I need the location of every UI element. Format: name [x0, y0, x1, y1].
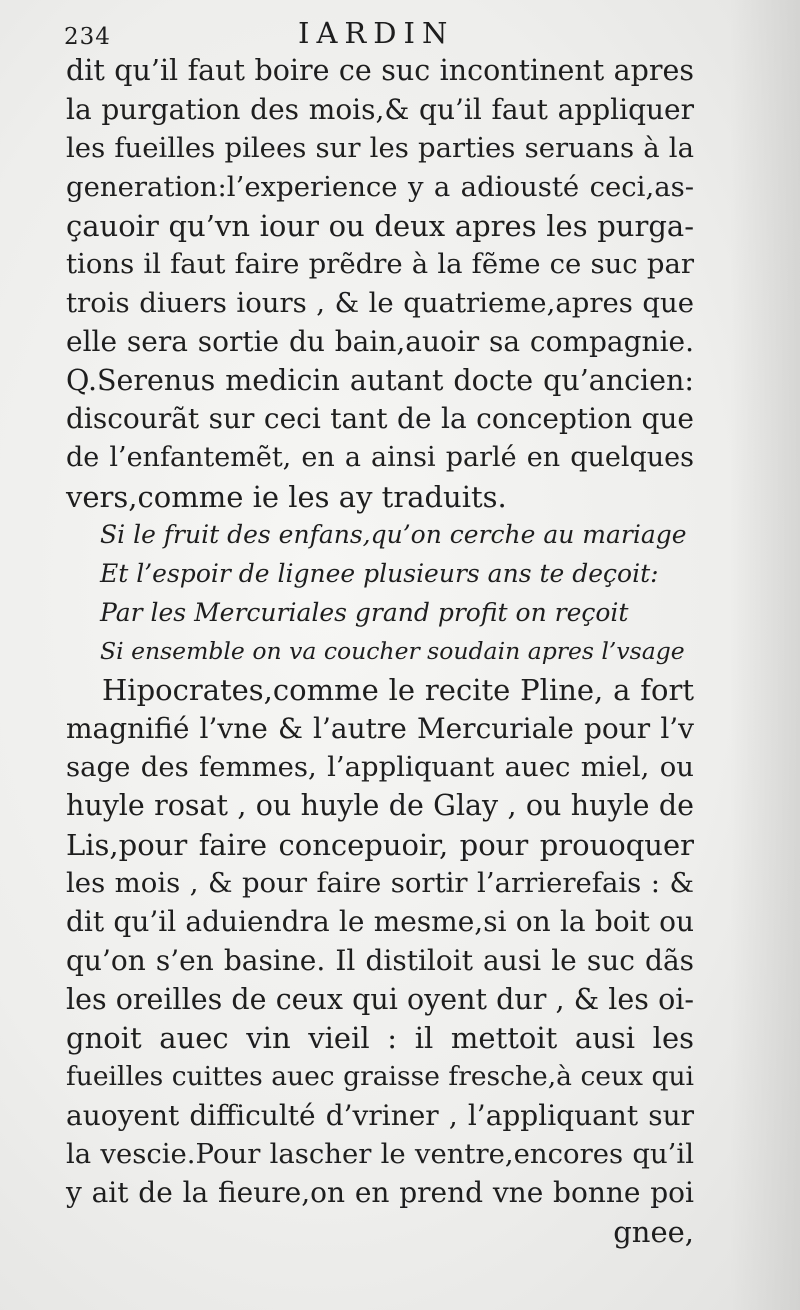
page-header — [64, 10, 694, 50]
text-line: dit qu’il aduiendra le mesme,si on la boit ou — [66, 905, 694, 939]
text-line: discourãt sur ceci tant de la conception que — [66, 402, 694, 436]
text-line: sage des femmes, l’appliquant auec miel, ou — [66, 751, 694, 784]
text-line: trois diuers iours , & le quatrieme,apres que — [66, 287, 694, 320]
text-line: huyle rosat , ou huyle de Glay , ou huyle de — [66, 789, 694, 823]
text-line: la vescie.Pour lascher le ventre,encores qu’il — [66, 1138, 694, 1171]
text-line: gnoit auec vin vieil : il mettoit ausi les — [66, 1021, 694, 1056]
verse-line: Et l’espoir de lignee plusieurs ans te deçoit: — [100, 558, 659, 588]
text-line: la purgation des mois,& qu’il faut appliquer — [66, 92, 694, 126]
page-edge-shadow — [730, 0, 800, 1310]
text-line: generation:l’experience y a adiousté ceci,as- — [66, 171, 694, 204]
text-line: qu’on s’en basine. Il distiloit ausi le suc dãs — [66, 943, 694, 977]
text-line: tions il faut faire prẽdre à la fẽme ce suc par — [66, 248, 694, 281]
text-line: les mois , & pour faire sortir l’arrierefais : & — [66, 867, 694, 900]
text-line: elle sera sortie du bain,auoir sa compagnie. — [66, 324, 694, 358]
text-line: de l’enfantemẽt, en a ainsi parlé en quelques — [66, 441, 694, 473]
verse-line: Par les Mercuriales grand profit on reçoit — [100, 597, 629, 627]
text-line: les fueilles pilees sur les parties seruans à la — [66, 132, 694, 165]
running-head: IARDIN — [298, 16, 455, 50]
text-line: çauoir qu’vn iour ou deux apres les purga- — [66, 208, 694, 243]
text-line: auoyent difficulté d’vriner , l’appliquant sur — [66, 1098, 694, 1132]
text-line: vers,comme ie les ay traduits. — [66, 479, 507, 514]
text-line: dit qu’il faut boire ce suc incontinent apres — [66, 54, 694, 87]
catchword: gnee, — [613, 1214, 694, 1249]
verse-line: Si le fruit des enfans,qu’on cerche au mariage — [100, 520, 687, 550]
text-line: fueilles cuittes auec graisse fresche,à ceux qui — [66, 1060, 694, 1092]
text-line: magnifié l’vne & l’autre Mercuriale pour l’v — [66, 711, 694, 745]
page-number: 234 — [64, 24, 111, 50]
text-line: les oreilles de ceux qui oyent dur , & les oi- — [66, 982, 694, 1016]
text-line: Q.Serenus medicin autant docte qu’ancien: — [66, 363, 694, 397]
text-line: Hipocrates,comme le recite Pline, a fort — [102, 673, 694, 707]
text-line: Lis,pour faire concepuoir, pour prouoquer — [66, 827, 694, 862]
verse-line: Si ensemble on va coucher soudain apres l’vsage — [100, 637, 685, 666]
text-body — [66, 52, 694, 1251]
text-line: y ait de la fieure,on en prend vne bonne poi — [66, 1175, 694, 1209]
